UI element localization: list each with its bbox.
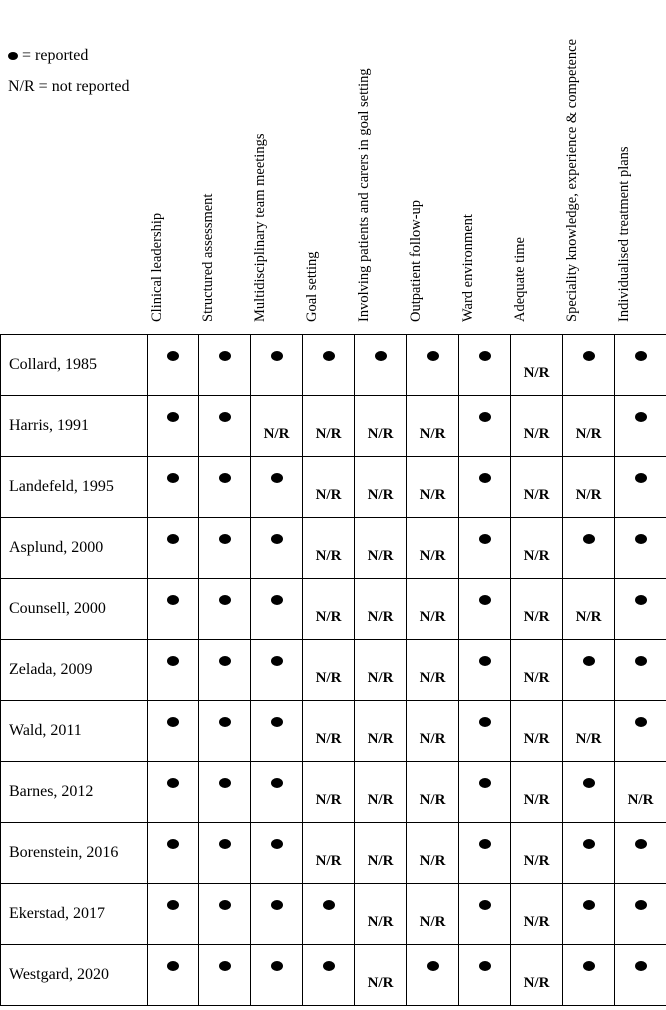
table-cell — [303, 701, 355, 762]
table-cell — [199, 335, 251, 396]
table-cell — [459, 640, 511, 701]
filled-circle-icon — [219, 961, 231, 971]
table-row — [1, 884, 666, 945]
not-reported-label: N/R — [315, 730, 342, 747]
table-row — [1, 701, 666, 762]
table-cell — [303, 762, 355, 823]
filled-circle-icon — [583, 839, 595, 849]
not-reported-label: N/R — [367, 608, 394, 625]
not-reported-label: N/R — [419, 730, 446, 747]
not-reported-label: N/R — [419, 913, 446, 930]
table-cell — [615, 335, 666, 396]
table-cell — [563, 823, 615, 884]
filled-circle-icon — [479, 595, 491, 605]
filled-circle-icon — [635, 656, 647, 666]
filled-circle-icon — [167, 473, 179, 483]
not-reported-label: N/R — [367, 730, 394, 747]
filled-circle-icon — [219, 473, 231, 483]
table-cell — [459, 396, 511, 457]
filled-circle-icon — [219, 900, 231, 910]
filled-circle-icon — [219, 839, 231, 849]
legend-not-reported: N/R = not reported — [8, 78, 130, 95]
table-cell — [199, 640, 251, 701]
table-cell — [407, 396, 459, 457]
filled-circle-icon — [583, 351, 595, 361]
table-cell — [407, 823, 459, 884]
filled-circle-icon — [479, 717, 491, 727]
table-cell — [148, 884, 199, 945]
table-cell — [459, 457, 511, 518]
filled-circle-icon — [583, 778, 595, 788]
table-cell — [615, 823, 666, 884]
table-row — [1, 945, 666, 1006]
table-cell — [615, 396, 666, 457]
filled-circle-icon — [479, 412, 491, 422]
filled-circle-icon — [635, 473, 647, 483]
filled-circle-icon — [219, 351, 231, 361]
column-header-label: Adequate time — [512, 237, 528, 322]
filled-circle-icon — [271, 778, 283, 788]
filled-circle-icon — [479, 961, 491, 971]
table-cell — [511, 823, 563, 884]
filled-circle-icon — [479, 534, 491, 544]
table-cell — [563, 762, 615, 823]
filled-circle-icon — [583, 656, 595, 666]
table-cell — [251, 762, 303, 823]
table-cell — [355, 457, 407, 518]
table-cell — [303, 945, 355, 1006]
filled-circle-icon — [167, 717, 179, 727]
filled-circle-icon — [583, 900, 595, 910]
column-header-label: Involving patients and carers in goal setting — [356, 68, 372, 322]
filled-circle-icon — [271, 595, 283, 605]
table-cell — [511, 884, 563, 945]
filled-circle-icon — [271, 351, 283, 361]
filled-circle-icon — [635, 412, 647, 422]
not-reported-label: N/R — [367, 974, 394, 991]
filled-circle-icon — [167, 412, 179, 422]
filled-circle-icon — [635, 839, 647, 849]
not-reported-label: N/R — [523, 547, 550, 564]
table-cell — [148, 945, 199, 1006]
not-reported-label: N/R — [523, 486, 550, 503]
table-cell — [355, 884, 407, 945]
filled-circle-icon — [271, 961, 283, 971]
filled-circle-icon — [479, 473, 491, 483]
not-reported-label: N/R — [523, 791, 550, 808]
table-cell — [303, 884, 355, 945]
table-cell — [251, 396, 303, 457]
table-cell — [148, 640, 199, 701]
table-cell — [355, 823, 407, 884]
table-body — [1, 335, 666, 1006]
filled-circle-icon — [219, 717, 231, 727]
not-reported-label: N/R — [419, 608, 446, 625]
not-reported-label: N/R — [523, 730, 550, 747]
table-cell — [251, 823, 303, 884]
not-reported-label: N/R — [315, 669, 342, 686]
table-row — [1, 823, 666, 884]
table-cell — [355, 762, 407, 823]
table-cell — [511, 457, 563, 518]
table-cell — [303, 518, 355, 579]
table-cell — [615, 701, 666, 762]
table-cell — [199, 396, 251, 457]
table-cell — [615, 945, 666, 1006]
table-cell — [251, 945, 303, 1006]
table-cell — [407, 884, 459, 945]
filled-circle-icon — [427, 961, 439, 971]
filled-circle-icon — [323, 961, 335, 971]
filled-circle-icon — [427, 351, 439, 361]
table-cell — [303, 335, 355, 396]
table-cell — [303, 396, 355, 457]
not-reported-label: N/R — [367, 547, 394, 564]
table-cell — [459, 335, 511, 396]
not-reported-label: N/R — [367, 425, 394, 442]
table-cell — [251, 701, 303, 762]
table-cell — [355, 396, 407, 457]
column-header-label: Clinical leadership — [148, 212, 165, 322]
column-header-label: Multidisciplinary team meetings — [252, 133, 268, 322]
study-name: Asplund, 2000 — [1, 518, 148, 579]
study-name: Zelada, 2009 — [1, 640, 148, 701]
not-reported-label: N/R — [575, 730, 602, 747]
filled-circle-icon — [219, 534, 231, 544]
not-reported-label: N/R — [419, 547, 446, 564]
column-header-label: Individualised treatment plans — [616, 146, 632, 322]
table-cell — [563, 640, 615, 701]
table-cell — [199, 762, 251, 823]
not-reported-label: N/R — [523, 974, 550, 991]
not-reported-label: N/R — [315, 547, 342, 564]
not-reported-label: N/R — [315, 425, 342, 442]
table-cell — [407, 335, 459, 396]
table-cell — [563, 579, 615, 640]
filled-circle-icon — [479, 656, 491, 666]
filled-circle-icon — [271, 473, 283, 483]
table-row — [1, 518, 666, 579]
filled-circle-icon — [167, 900, 179, 910]
not-reported-label: N/R — [523, 913, 550, 930]
table-cell — [563, 335, 615, 396]
table-cell — [407, 945, 459, 1006]
filled-circle-icon — [323, 351, 335, 361]
table-cell — [459, 701, 511, 762]
table-cell — [303, 457, 355, 518]
not-reported-label: N/R — [523, 608, 550, 625]
table-cell — [459, 945, 511, 1006]
column-header-label: Goal setting — [304, 251, 320, 322]
not-reported-label: N/R — [419, 486, 446, 503]
table-cell — [511, 640, 563, 701]
table-cell — [511, 579, 563, 640]
filled-circle-icon — [271, 900, 283, 910]
not-reported-label: N/R — [367, 486, 394, 503]
filled-circle-icon — [583, 961, 595, 971]
table-cell — [251, 884, 303, 945]
table-cell — [148, 457, 199, 518]
not-reported-label: N/R — [627, 791, 654, 808]
filled-circle-icon — [479, 839, 491, 849]
table-cell — [407, 518, 459, 579]
not-reported-label: N/R — [315, 791, 342, 808]
filled-circle-icon — [167, 534, 179, 544]
filled-circle-icon — [635, 534, 647, 544]
table-cell — [407, 579, 459, 640]
table-cell — [148, 762, 199, 823]
table-cell — [459, 884, 511, 945]
filled-circle-icon — [635, 900, 647, 910]
filled-circle-icon — [219, 778, 231, 788]
table-cell — [563, 457, 615, 518]
table-cell — [199, 823, 251, 884]
table-cell — [148, 701, 199, 762]
filled-circle-icon — [271, 656, 283, 666]
filled-circle-icon — [635, 595, 647, 605]
table-row — [1, 579, 666, 640]
table-cell — [459, 579, 511, 640]
filled-circle-icon — [219, 595, 231, 605]
filled-circle-icon — [635, 961, 647, 971]
not-reported-label: N/R — [367, 791, 394, 808]
study-name: Counsell, 2000 — [1, 579, 148, 640]
table-cell — [148, 335, 199, 396]
column-header-label: Outpatient follow-up — [408, 199, 424, 322]
filled-circle-icon — [479, 778, 491, 788]
table-cell — [303, 640, 355, 701]
filled-circle-icon — [479, 351, 491, 361]
table-row — [1, 640, 666, 701]
study-name: Wald, 2011 — [1, 701, 148, 762]
not-reported-label: N/R — [523, 852, 550, 869]
table-cell — [355, 579, 407, 640]
table-cell — [615, 457, 666, 518]
table-cell — [615, 762, 666, 823]
filled-circle-icon — [271, 534, 283, 544]
filled-circle-icon — [323, 900, 335, 910]
table-cell — [355, 640, 407, 701]
table-cell — [407, 457, 459, 518]
table-cell — [303, 579, 355, 640]
table-cell — [251, 640, 303, 701]
table-cell — [355, 335, 407, 396]
table-cell — [199, 579, 251, 640]
table-cell — [355, 701, 407, 762]
table-row — [1, 457, 666, 518]
not-reported-label: N/R — [315, 852, 342, 869]
not-reported-label: N/R — [575, 608, 602, 625]
filled-circle-icon — [167, 778, 179, 788]
filled-circle-icon — [167, 351, 179, 361]
table-cell — [355, 945, 407, 1006]
table-cell — [511, 701, 563, 762]
filled-circle-icon — [8, 52, 18, 60]
column-header-label: Ward environment — [460, 214, 476, 322]
filled-circle-icon — [583, 534, 595, 544]
filled-circle-icon — [635, 351, 647, 361]
table-cell — [148, 823, 199, 884]
not-reported-label: N/R — [523, 364, 550, 381]
filled-circle-icon — [271, 717, 283, 727]
filled-circle-icon — [167, 961, 179, 971]
not-reported-label: N/R — [315, 608, 342, 625]
table-cell — [199, 457, 251, 518]
column-header-label: Structured assessment — [200, 193, 216, 322]
study-name: Landefeld, 1995 — [1, 457, 148, 518]
not-reported-label: N/R — [575, 425, 602, 442]
table-cell — [199, 518, 251, 579]
table-cell — [148, 518, 199, 579]
table-cell — [251, 457, 303, 518]
filled-circle-icon — [479, 900, 491, 910]
table-cell — [407, 640, 459, 701]
table-cell — [563, 701, 615, 762]
table-cell — [615, 518, 666, 579]
table-cell — [148, 396, 199, 457]
table-cell — [511, 762, 563, 823]
table-cell — [251, 335, 303, 396]
table-cell — [511, 945, 563, 1006]
not-reported-label: N/R — [315, 486, 342, 503]
not-reported-label: N/R — [523, 425, 550, 442]
not-reported-label: N/R — [523, 669, 550, 686]
table-cell — [303, 823, 355, 884]
not-reported-label: N/R — [367, 669, 394, 686]
study-name: Harris, 1991 — [1, 396, 148, 457]
legend-reported-label: = reported — [22, 47, 89, 64]
not-reported-label: N/R — [575, 486, 602, 503]
table-cell — [459, 518, 511, 579]
study-name: Borenstein, 2016 — [1, 823, 148, 884]
table-cell — [355, 518, 407, 579]
table-cell — [199, 945, 251, 1006]
table-cell — [563, 396, 615, 457]
table-cell — [407, 762, 459, 823]
table-cell — [511, 518, 563, 579]
study-name: Barnes, 2012 — [1, 762, 148, 823]
filled-circle-icon — [167, 595, 179, 605]
filled-circle-icon — [635, 717, 647, 727]
filled-circle-icon — [167, 656, 179, 666]
table-cell — [459, 823, 511, 884]
table-cell — [563, 884, 615, 945]
table-cell — [615, 579, 666, 640]
not-reported-label: N/R — [367, 913, 394, 930]
not-reported-label: N/R — [367, 852, 394, 869]
reporting-table — [0, 334, 666, 1006]
table-cell — [199, 884, 251, 945]
table-row — [1, 396, 666, 457]
table-cell — [563, 945, 615, 1006]
study-name: Westgard, 2020 — [1, 945, 148, 1006]
table-cell — [459, 762, 511, 823]
study-name: Ekerstad, 2017 — [1, 884, 148, 945]
study-name: Collard, 1985 — [1, 335, 148, 396]
not-reported-label: N/R — [419, 425, 446, 442]
table-cell — [563, 518, 615, 579]
not-reported-label: N/R — [263, 425, 290, 442]
not-reported-label: N/R — [419, 669, 446, 686]
table-row — [1, 762, 666, 823]
filled-circle-icon — [167, 839, 179, 849]
filled-circle-icon — [219, 412, 231, 422]
table-cell — [407, 701, 459, 762]
table-cell — [511, 335, 563, 396]
not-reported-label: N/R — [419, 852, 446, 869]
column-header-label: Speciality knowledge, experience & competence — [564, 38, 580, 322]
table-cell — [511, 396, 563, 457]
table-cell — [615, 640, 666, 701]
table-cell — [251, 579, 303, 640]
table-cell — [148, 579, 199, 640]
table-cell — [615, 884, 666, 945]
filled-circle-icon — [375, 351, 387, 361]
table-row — [1, 335, 666, 396]
filled-circle-icon — [219, 656, 231, 666]
table-cell — [251, 518, 303, 579]
legend-reported — [8, 46, 88, 66]
not-reported-label: N/R — [419, 791, 446, 808]
table-cell — [199, 701, 251, 762]
filled-circle-icon — [271, 839, 283, 849]
